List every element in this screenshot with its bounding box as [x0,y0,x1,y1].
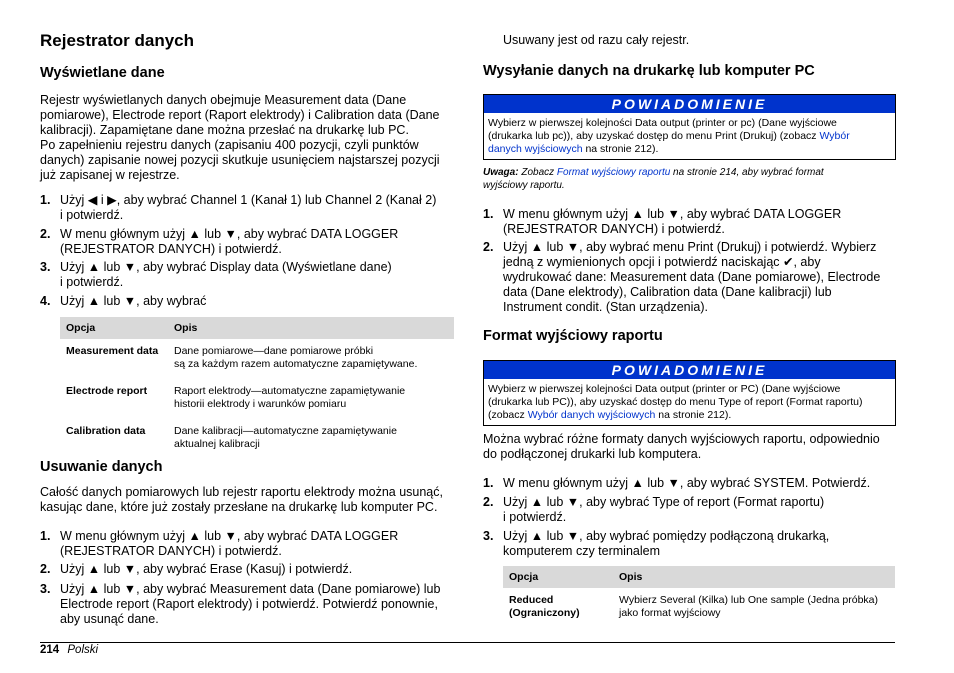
cross-reference-link[interactable]: danych wyjściowych [488,143,583,155]
table-cell [503,588,613,628]
table-cell [613,588,895,628]
notice-body [484,379,895,425]
step-line: i potwierdź. [503,510,567,524]
list-item [40,562,460,578]
table-cell [168,379,454,419]
para-line: Całość danych pomiarowych lub rejestr raportu elektrody można usunąć, [40,485,443,499]
notice-line [488,130,891,143]
cross-reference-link[interactable]: Wybór [819,130,850,142]
step-number: 3. [40,582,51,596]
step-line: aby usunąć dane. [60,612,159,626]
table-header-row [503,566,895,588]
step-line: (REJESTRATOR DANYCH) i potwierdź. [60,242,282,256]
cell-line: (Ograniczony) [509,607,580,619]
step-line: Użyj ▲ lub ▼, aby wybrać Type of report (Format raportu) [503,495,825,509]
cell-line: Dane kalibracji—automatyczne zapamiętywanie [174,425,397,437]
column-header: Opcja [503,566,613,588]
table-cell [168,339,454,379]
notice-title: POWIADOMIENIE [484,95,895,113]
note-line: wyjściowy raportu. [483,180,565,191]
cross-reference-link[interactable]: Wybór danych wyjściowych [527,409,656,421]
step-line: Electrode report (Raport elektrody) i potwierdź. Potwierdź ponownie, [60,597,438,611]
table-cell: Electrode report [66,385,148,397]
step-line: W menu głównym użyj ▲ lub ▼, aby wybrać DATA LOGGER [60,227,399,241]
section-heading-send: Wysyłanie danych na drukarkę lub komputer PC [483,63,815,79]
notice-line [488,143,891,156]
table-cell: Calibration data [66,425,146,437]
list-item [40,582,460,628]
table-row [503,588,895,628]
footer [40,644,98,656]
table-header-row [60,317,454,339]
para-line: danych) zapisanie nowej pozycji skutkuje usunięciem najstarszej pozycji [40,153,440,167]
note-label: Uwaga: [483,167,519,178]
step-line: Użyj ▲ lub ▼, aby wybrać pomiędzy podłączoną drukarką, [503,529,830,543]
cell-line: Reduced [509,594,554,606]
section-heading-format: Format wyjściowy raportu [483,328,663,344]
para-line: już zapisanej w rejestrze. [40,168,180,182]
para-line: kasując dane, które już zostały przesłane na drukarkę lub komputer PC. [40,500,438,514]
page-number: 214 [40,644,60,656]
step-line: Użyj ▲ lub ▼, aby wybrać Display data (Wyświetlane dane) [60,260,392,274]
step-line: Użyj ▲ lub ▼, aby wybrać menu Print (Drukuj) i potwierdź. Wybierz [503,240,877,254]
step-number: 2. [40,562,51,576]
step-number: 2. [483,495,494,509]
section-heading-displayed: Wyświetlane dane [40,65,165,81]
options-table [60,317,454,459]
step-line: wydrukować dane: Measurement data (Dane pomiarowe), Electrode [503,270,881,284]
section-heading-delete: Usuwanie danych [40,459,163,475]
column-header: Opis [168,317,454,339]
list-item [483,495,903,527]
para-line: Po zapełnieniu rejestru danych (zapisaniu 400 pozycji, czyli punktów [40,138,419,152]
format-paragraph [483,432,903,462]
list-item [40,193,460,225]
table-row [60,339,454,379]
list-item [40,260,460,292]
step-line: Użyj ▲ lub ▼, aby wybrać Measurement data (Dane pomiarowe) lub [60,582,441,596]
cell-line: aktualnej kalibracji [174,438,260,450]
notice-line: (drukarka lub PC)), aby uzyskać dostęp do menu Type of report (Format raportu) [488,396,863,408]
notice-body [484,113,895,159]
notice-line [488,409,891,422]
step-line: i potwierdź. [60,275,124,289]
cell-line: jako format wyjściowy [619,607,721,619]
step-line: W menu głównym użyj ▲ lub ▼, aby wybrać DATA LOGGER [60,529,399,543]
list-item [483,207,903,239]
list-item [40,529,460,561]
step-line: Użyj ▲ lub ▼, aby wybrać Erase (Kasuj) i potwierdź. [60,562,353,576]
list-item [483,476,903,492]
notice-line: Wybierz w pierwszej kolejności Data output (printer or PC) (Dane wyjściowe [488,383,841,395]
erase-result-text: Usuwany jest od razu cały rejestr. [503,33,690,47]
step-line: (REJESTRATOR DANYCH) i potwierdź. [60,544,282,558]
notice-line: Wybierz w pierwszej kolejności Data output (printer or pc) (Dane wyjściowe [488,117,837,129]
note-text: na stronie 214, aby wybrać format [670,167,824,178]
para-line: Rejestr wyświetlanych danych obejmuje Measurement data (Dane [40,93,407,107]
step-number: 4. [40,294,51,308]
note [483,166,894,192]
step-line: komputerem czy terminalem [503,544,660,558]
list-item [40,294,460,310]
column-header: Opcja [60,317,168,339]
cross-reference-link[interactable]: Format wyjściowy raportu [556,167,671,178]
step-line: W menu głównym użyj ▲ lub ▼, aby wybrać DATA LOGGER [503,207,842,221]
notice-text: na stronie 212). [582,143,659,155]
para-line: pomiarowe), Electrode report (Raport elektrody) i Calibration data (Dane [40,108,440,122]
column-header: Opis [613,566,895,588]
delete-paragraph [40,485,460,515]
cell-line: Raport elektrody—automatyczne zapamiętywanie [174,385,406,397]
para-line: do podłączonej drukarki lub komputera. [483,447,702,461]
table-row [60,379,454,419]
table-cell [168,419,454,459]
step-line: W menu głównym użyj ▲ lub ▼, aby wybrać SYSTEM. Potwierdź. [503,476,871,490]
step-number: 3. [483,529,494,543]
step-number: 1. [40,529,51,543]
para-line: kalibracji). Zapamiętane dane można przesłać na drukarkę lub PC. [40,123,409,137]
notice-text: na stronie 212). [655,409,732,421]
para-line: Można wybrać różne formaty danych wyjściowych raportu, odpowiednio [483,432,880,446]
cell-line: Dane pomiarowe—dane pomiarowe próbki [174,345,374,357]
notice-box [483,360,896,426]
step-line: Użyj ▲ lub ▼, aby wybrać [60,294,207,308]
step-number: 1. [40,193,51,207]
displayed-paragraph [40,93,460,183]
cell-line: historii elektrody i warunków pomiaru [174,398,347,410]
notice-box [483,94,896,160]
cell-line: Wybierz Several (Kilka) lub One sample (Jedna próbka) [619,594,879,606]
notice-text: (drukarka lub pc)), aby uzyskać dostęp do menu Print (Drukuj) (zobacz [488,130,820,142]
step-line: Instrument condit. (Stan urządzenia). [503,300,708,314]
list-item [40,227,460,259]
step-number: 2. [40,227,51,241]
footer-rule [40,642,895,643]
table-cell: Measurement data [66,345,159,357]
step-number: 1. [483,207,494,221]
note-text: Zobacz [518,167,557,178]
step-line: i potwierdź. [60,208,124,222]
step-number: 1. [483,476,494,490]
step-line: Użyj ◀ i ▶, aby wybrać Channel 1 (Kanał 1) lub Channel 2 (Kanał 2) [60,193,437,207]
notice-text: (zobacz [488,409,528,421]
step-number: 3. [40,260,51,274]
page-title: Rejestrator danych [40,31,194,50]
step-line: (REJESTRATOR DANYCH) i potwierdź. [503,222,725,236]
footer-language: Polski [67,644,99,656]
table-row [60,419,454,459]
options-table [503,566,895,628]
step-line: jedną z wymienionych opcji i potwierdź naciskając ✔, aby [503,255,821,269]
notice-title: POWIADOMIENIE [484,361,895,379]
step-number: 2. [483,240,494,254]
cell-line: są za każdym razem automatyczne zapamiętywane. [174,358,418,370]
step-line: data (Dane elektrody), Calibration data (Dane kalibracji) lub [503,285,832,299]
list-item [483,529,903,561]
list-item [483,240,903,316]
